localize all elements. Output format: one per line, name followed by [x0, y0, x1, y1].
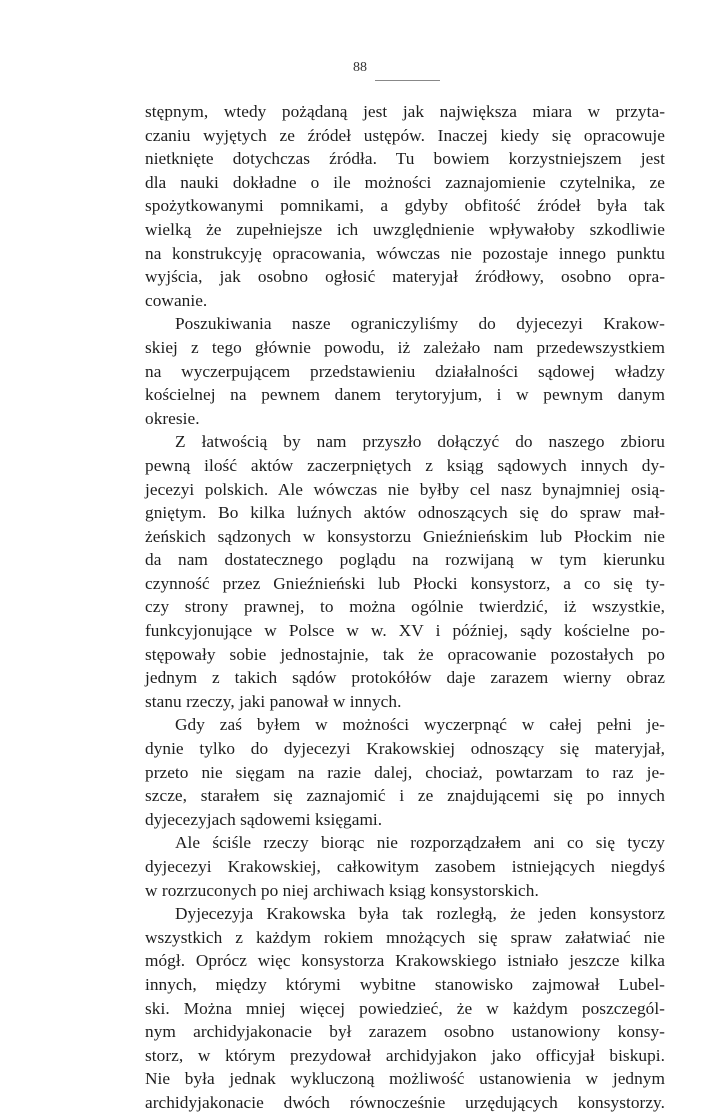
text-line: żeńskich sądzonych w konsystorzu Gnieźnieńskim lub Płockim nie [145, 526, 665, 546]
text-line: gniętym. Bo kilka luźnych aktów odnoszących się do spraw mał- [145, 503, 665, 523]
text-line: Dyjecezyja Krakowska była tak rozległą, że jeden konsystorz [175, 904, 665, 924]
text-line: czy strony prawnej, to można ogólnie twierdzić, iż wszystkie, [145, 597, 665, 617]
text-line: skiej z tego głównie powodu, iż zależało nam przedewszystkiem [145, 337, 665, 357]
text-line: pewną ilość aktów zaczerpniętych z ksiąg sądowych innych dy- [145, 455, 665, 475]
text-line: Z łatwością by nam przyszło dołączyć do naszego zbioru [175, 432, 665, 452]
text-line: dla nauki dokładne o ile możności zaznajomienie czytelnika, ze [145, 172, 665, 192]
text-line: wyjścia, jak osobno ogłosić materyjał źródłowy, osobno opra- [145, 267, 665, 287]
text-line: przeto nie sięgam na razie dalej, chociaż, powtarzam to raz je- [145, 762, 665, 782]
text-line: okresie. [145, 408, 200, 428]
text-line: szcze, starałem się zaznajomić i ze znajdującemi się po innych [145, 786, 665, 806]
text-line: da nam dostatecznego poglądu na rozwijaną w tym kierunku [145, 550, 665, 570]
text-line: jecezyi polskich. Ale wówczas nie byłby cel nasz bynajmniej osią- [145, 479, 665, 499]
text-line: nym archidyjakonacie był zarazem osobno ustanowiony konsy- [145, 1022, 665, 1042]
text-line: w rozrzuconych po niej archiwach ksiąg konsystorskich. [145, 880, 539, 900]
text-line: czaniu wyjętych ze źródeł ustępów. Inaczej kiedy się opracowuje [145, 125, 665, 145]
text-line: Gdy zaś byłem w możności wyczerpnąć w całej pełni je- [175, 715, 665, 735]
text-line: jednym z takich sądów protokółów daje zarazem wierny obraz [145, 668, 665, 688]
page-number: 88 [353, 60, 367, 75]
text-line: cowanie. [145, 290, 208, 310]
text-line: innych, między którymi wybitne stanowisko zajmował Lubel- [145, 974, 665, 994]
text-line: archidyjakonacie dwóch równocześnie urzędujących konsystorzy. [145, 1092, 665, 1112]
text-line: czynność przez Gnieźnieński lub Płocki konsystorz, a co się ty- [145, 573, 665, 593]
text-line: na wyczerpującem przedstawieniu działalności sądowej władzy [145, 361, 665, 381]
text-line: funkcyjonujące w Polsce w w. XV i później, sądy kościelne po- [145, 621, 665, 641]
header-rule [375, 80, 440, 81]
text-line: dynie tylko do dyjecezyi Krakowskiej odnoszący się materyjał, [145, 739, 665, 759]
text-line: stanu rzeczy, jaki panował w innych. [145, 691, 402, 711]
text-line: spożytkowanymi pomnikami, a gdyby obfitość źródeł była tak [145, 196, 665, 216]
text-line: na konstrukcyję opracowania, wówczas nie pozostaje innego punktu [145, 243, 665, 263]
text-line: stępowały sobie jednostajnie, tak że opracowanie pozostałych po [145, 644, 665, 664]
text-line: Nie była jednak wykluczoną możliwość ustanowienia w jednym [145, 1069, 665, 1089]
text-line: dyjecezyi Krakowskiej, całkowitym zasobem istniejących niegdyś [145, 857, 665, 876]
body-text [145, 100, 665, 1115]
text-line: nietknięte dotychczas źródła. Tu bowiem korzystniejszem jest [145, 149, 665, 169]
text-line: mógł. Oprócz więc konsystorza Krakowskiego istniało jeszcze kilka [145, 951, 665, 971]
text-line: wielką że zupełniejsze ich uwzględnienie wpływałoby szkodliwie [145, 219, 665, 239]
text-line: Poszukiwania nasze ograniczyliśmy do dyjecezyi Krakow- [175, 314, 665, 334]
text-line: wszystkich z każdym rokiem mnożących się spraw załatwiać nie [145, 927, 665, 947]
text-line: storz, w którym prezydował archidyjakon jako officyjał biskupi. [145, 1045, 665, 1065]
text-line: ski. Można mniej więcej powiedzieć, że w każdym poszczegól- [145, 998, 665, 1018]
text-line: Ale ściśle rzeczy biorąc nie rozporządzałem ani co się tyczy [175, 833, 665, 853]
text-line: stępnym, wtedy pożądaną jest jak największa miara w przyta- [145, 102, 665, 121]
text-line: kościelnej na pewnem danem terytoryjum, i w pewnym danym [145, 385, 665, 405]
text-line: dyjecezyjach sądowemi księgami. [145, 809, 383, 829]
